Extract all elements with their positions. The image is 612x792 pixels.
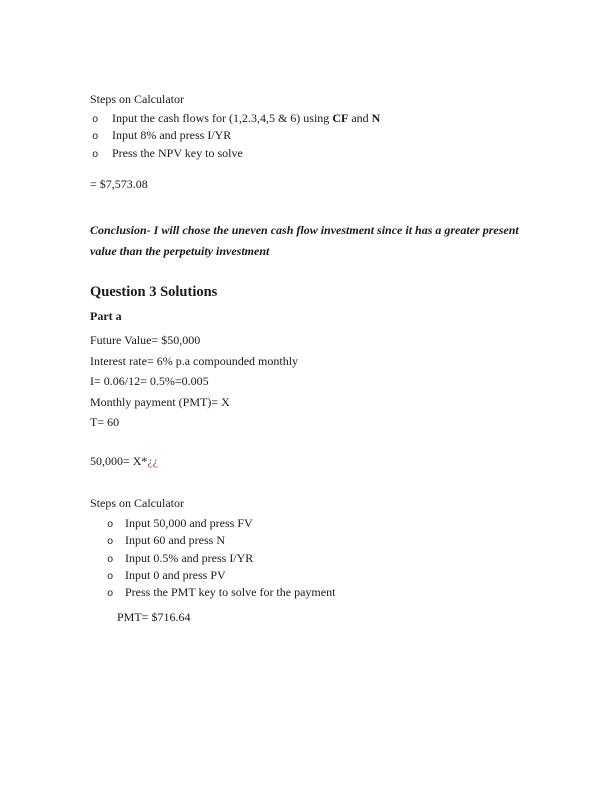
bullet-marker: o (107, 553, 114, 566)
given-values-block (90, 330, 298, 433)
bullet-text: Press the NPV key to solve (112, 145, 243, 160)
bullet-text-bold-n: N (371, 111, 381, 125)
conclusion-paragraph (90, 220, 530, 261)
formula-unrendered-equation: ¿¿ (147, 454, 159, 468)
bullet-marker: o (92, 114, 99, 126)
bullet-text: Input 0.5% and press I/YR (125, 550, 254, 565)
formula-line (90, 454, 158, 468)
question-3-heading: Question 3 Solutions (90, 284, 218, 300)
steps-title-pmt: Steps on Calculator (90, 496, 184, 510)
bullet-marker: o (107, 519, 114, 531)
conclusion-line-1: Conclusion- I will chose the uneven cash flow investment since it has a greater present (90, 223, 519, 237)
pmt-result-line: PMT= $716.64 (117, 610, 191, 624)
bullet-text: Input 0 and press PV (125, 567, 226, 582)
bullet-item (107, 585, 335, 602)
bullet-item (92, 128, 380, 145)
bullet-marker: o (107, 588, 114, 601)
bullet-marker: o (107, 536, 114, 549)
given-i-calculation: I= 0.06/12= 0.5%=0.005 (90, 374, 209, 389)
bullet-text: Press the PMT key to solve for the payment (125, 585, 336, 600)
bullet-text (112, 111, 380, 126)
bullet-list-npv (92, 111, 380, 163)
bullet-text: Input 60 and press N (125, 533, 225, 548)
bullet-item (92, 111, 380, 128)
part-a-label: Part a (90, 309, 122, 323)
bullet-list-pmt (107, 516, 335, 602)
bullet-text-bold-cf: CF (332, 111, 349, 125)
bullet-marker: o (92, 148, 99, 161)
given-term: T= 60 (90, 415, 120, 430)
given-future-value: Future Value= $50,000 (90, 333, 201, 347)
given-monthly-payment: Monthly payment (PMT)= X (90, 394, 230, 409)
steps-title-npv: Steps on Calculator (90, 92, 184, 106)
bullet-text-segment: and (348, 111, 372, 125)
bullet-text: Input 8% and press I/YR (112, 128, 232, 143)
bullet-marker: o (92, 131, 99, 144)
bullet-marker: o (107, 570, 114, 583)
bullet-item (107, 551, 335, 568)
formula-black-part: 50,000= X* (90, 454, 148, 468)
given-interest-rate: Interest rate= 6% p.a compounded monthly (90, 353, 299, 368)
npv-result-line: = $7,573.08 (90, 177, 148, 191)
bullet-item (107, 516, 335, 533)
bullet-item (92, 146, 380, 163)
bullet-text-segment: Input the cash flows for (1,2.3,4,5 & 6) using (112, 111, 333, 125)
bullet-text: Input 50,000 and press FV (125, 516, 253, 530)
bullet-item (107, 533, 335, 550)
bullet-item (107, 568, 335, 585)
conclusion-line-2: value than the perpetuity investment (90, 243, 270, 258)
